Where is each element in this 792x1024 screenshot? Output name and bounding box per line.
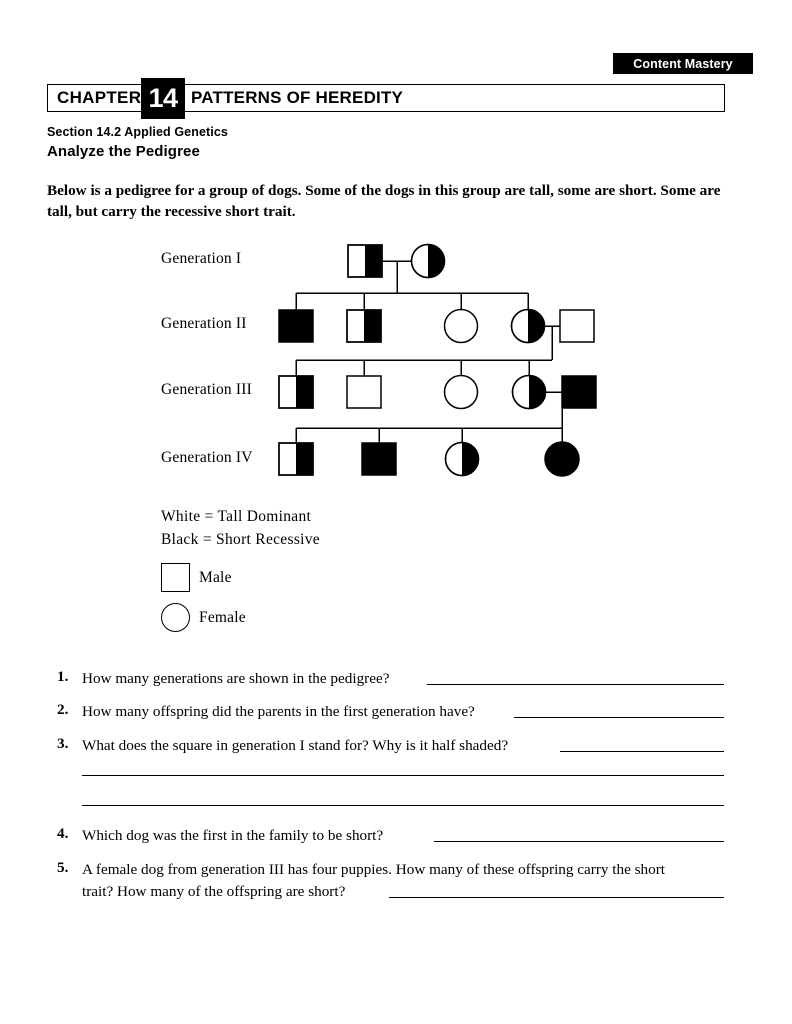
pedigree-symbol-gen2-male-1 — [279, 310, 313, 342]
generation-label-i: Generation I — [161, 250, 242, 267]
generation-label-iv: Generation IV — [161, 449, 253, 466]
question-1-text: How many generations are shown in the pedigree? — [82, 670, 390, 687]
question-2-answer-line[interactable] — [514, 717, 724, 718]
question-2-number: 2. — [57, 701, 69, 718]
pedigree-symbol-gen2-spouse-male — [560, 310, 594, 342]
pedigree-symbol-gen2-male-2 — [347, 310, 381, 342]
intro-paragraph: Below is a pedigree for a group of dogs. Some of the dogs in this group are tall, some are short. Some are tall, but carry the recessive short trait. — [47, 182, 721, 220]
pedigree-symbol-gen4-female-1 — [446, 443, 479, 476]
legend-male-label: Male — [199, 569, 232, 586]
legend-white-line: White = Tall Dominant — [161, 508, 312, 525]
question-5-number: 5. — [57, 859, 69, 876]
legend-female-circle-icon — [161, 603, 190, 632]
question-3-number: 3. — [57, 735, 69, 752]
question-2-text: How many offspring did the parents in the first generation have? — [82, 703, 475, 720]
pedigree-symbol-gen3-male-1 — [279, 376, 313, 408]
chapter-word-label: CHAPTER — [57, 88, 142, 107]
generation-label-ii: Generation II — [161, 315, 247, 332]
question-3-answer-line-1[interactable] — [560, 751, 724, 752]
pedigree-symbol-gen4-female-2 — [545, 442, 579, 476]
generation-label-iii: Generation III — [161, 381, 253, 398]
pedigree-symbol-gen2-female-1 — [445, 310, 478, 343]
question-5-text-line-1: A female dog from generation III has four puppies. How many of these offspring carry the short — [82, 861, 666, 878]
content-mastery-banner: Content Mastery — [613, 53, 753, 74]
legend-male-square-icon — [161, 563, 190, 592]
pedigree-symbol-gen3-male-2 — [347, 376, 381, 408]
pedigree-symbol-gen3-female-1 — [445, 376, 478, 409]
question-4-number: 4. — [57, 825, 69, 842]
legend-female-label: Female — [199, 609, 246, 626]
question-4-answer-line[interactable] — [434, 841, 724, 842]
pedigree-symbol-gen3-female-2 — [513, 376, 546, 409]
pedigree-symbol-gen1-female — [412, 245, 445, 278]
question-3-answer-line-2[interactable] — [82, 775, 724, 776]
section-label: Section 14.2 Applied Genetics — [47, 125, 228, 139]
pedigree-symbol-gen4-male-1 — [279, 443, 313, 475]
page-title: Analyze the Pedigree — [47, 143, 200, 160]
question-3-text: What does the square in generation I stand for? Why is it half shaded? — [82, 737, 509, 754]
question-3-answer-line-3[interactable] — [82, 805, 724, 806]
chapter-title: PATTERNS OF HEREDITY — [191, 88, 404, 107]
legend-black-line: Black = Short Recessive — [161, 531, 320, 548]
chapter-number-box: 14 — [141, 78, 185, 119]
pedigree-symbol-gen1-male — [348, 245, 382, 277]
question-5-text-line-2: trait? How many of the offspring are short? — [82, 883, 346, 900]
question-5-answer-line[interactable] — [389, 897, 724, 898]
pedigree-symbol-gen2-female-2 — [512, 310, 545, 343]
pedigree-symbol-gen4-male-2 — [362, 443, 396, 475]
question-1-number: 1. — [57, 668, 69, 685]
question-1-answer-line[interactable] — [427, 684, 724, 685]
question-4-text: Which dog was the first in the family to be short? — [82, 827, 384, 844]
pedigree-symbol-gen3-spouse-male — [562, 376, 596, 408]
